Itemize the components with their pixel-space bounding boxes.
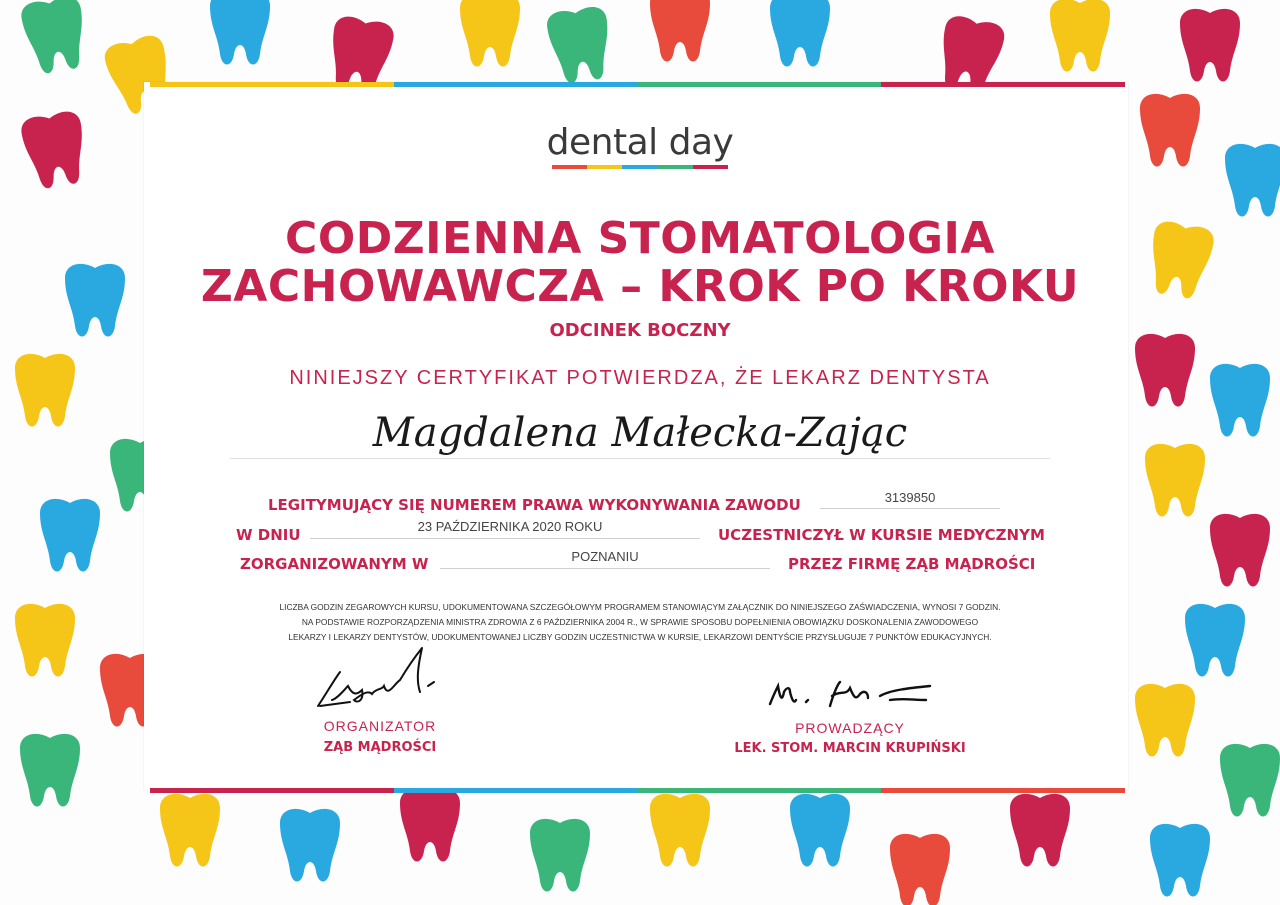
- city-underline: [440, 568, 770, 569]
- course-title: [0, 215, 1280, 311]
- logo-color-bar: [552, 165, 728, 169]
- logo-text: dental day: [546, 122, 734, 163]
- recipient-name: Magdalena Małecka-Zając: [372, 410, 908, 456]
- date-value: 23 PAŹDZIERNIKA 2020 ROKU: [417, 519, 603, 534]
- organized-label: ZORGANIZOWANYM W: [240, 555, 429, 573]
- license-number: 3139850: [884, 490, 936, 505]
- date-label: W DNIU: [236, 526, 301, 544]
- confirmation-text: NINIEJSZY CERTYFIKAT POTWIERDZA, ŻE LEKARZ DENTYSTA: [289, 367, 991, 389]
- city-value: POZNANIU: [571, 549, 639, 564]
- course-title-line2: ZACHOWAWCZA – KROK PO KROKU: [200, 261, 1080, 312]
- participated-label: UCZESTNICZYŁ W KURSIE MEDYCZNYM: [718, 526, 1045, 544]
- name-underline: [230, 458, 1050, 459]
- fine-print-line2: NA PODSTAWIE ROZPORZĄDZENIA MINISTRA ZDROWIA Z 6 PAŹDZIERNIKA 2004 R., W SPRAWIE SPOSOBU DOPEŁNIENIA OBOWIĄZKU DOSKONALENIA ZAWODOWEGO: [301, 617, 979, 627]
- fine-print: [160, 600, 1120, 645]
- fine-print-line3: LEKARZY I LEKARZY DENTYSTÓW, UDOKUMENTOWANEJ LICZBY GODZIN UCZESTNICTWA W KURSIE, LEKARZOWI DENTYŚCIE PRZYSŁUGUJE 7 PUNKTÓW EDUKACYJNYCH.: [288, 632, 992, 642]
- date-underline: [310, 538, 700, 539]
- organizer-name: ZĄB MĄDROŚCI: [323, 740, 437, 755]
- dental-day-logo: [0, 122, 1280, 169]
- top-color-stripe: [150, 82, 1125, 87]
- fine-print-line1: LICZBA GODZIN ZEGAROWYCH KURSU, UDOKUMENTOWANA SZCZEGÓŁOWYM PROGRAMEM STANOWIĄCYM ZAŁĄCZNIK DO NINIEJSZEGO ZAŚWIADCZENIA, WYNOSI 7 GODZIN.: [279, 602, 1001, 612]
- course-subtitle: ODCINEK BOCZNY: [549, 320, 731, 341]
- license-label: LEGITYMUJĄCY SIĘ NUMEREM PRAWA WYKONYWANIA ZAWODU: [268, 496, 801, 514]
- company-label: PRZEZ FIRMĘ ZĄB MĄDROŚCI: [788, 555, 1036, 573]
- instructor-signature: [760, 670, 940, 720]
- bottom-color-stripe: [150, 788, 1125, 793]
- instructor-role: PROWADZĄCY: [795, 720, 905, 736]
- organizer-role: ORGANIZATOR: [323, 718, 437, 734]
- course-title-line1: CODZIENNA STOMATOLOGIA: [285, 213, 995, 264]
- license-underline: [820, 508, 1000, 509]
- instructor-name: LEK. STOM. MARCIN KRUPIŃSKI: [734, 741, 966, 756]
- organizer-signature: [310, 640, 450, 720]
